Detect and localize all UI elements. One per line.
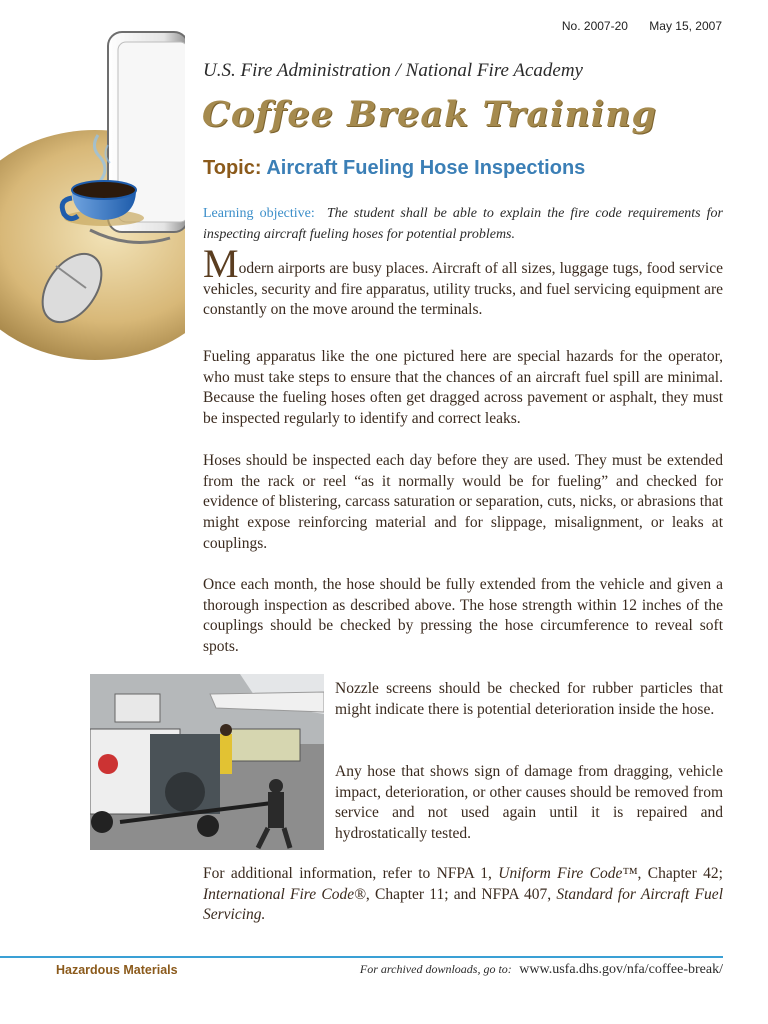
paragraph-4: Once each month, the hose should be fully extended from the vehicle and given a thorough inspection as described above. The hose strength within 12 inches of the couplings should be checked by pressing the hose circumference to reveal soft spots. [203, 576, 723, 656]
ref-text-e: , Chapter 11; and NFPA 407, [365, 885, 557, 903]
paragraph-1-text: odern airports are busy places. Aircraft of all sizes, luggage tugs, food service vehicles, security and fire apparatus, utility trucks, and fuel servicing equipment are constantly on the move around the terminals. [203, 260, 723, 319]
paragraph-5: Nozzle screens should be checked for rubber particles that might indicate there is potential deterioration inside the hose. [335, 680, 723, 718]
topic-heading [203, 157, 585, 180]
ref-text-c: , Chapter 42; [637, 865, 723, 882]
topic-value: Aircraft Fueling Hose Inspections [266, 157, 586, 179]
series-title: Coffee Break Training [202, 94, 658, 135]
fueling-truck-photo [90, 674, 324, 850]
footer-archive-prefix: For archived downloads, go to: [359, 962, 512, 976]
topic-label: Topic: [203, 157, 262, 179]
ref-text-a: For additional information, refer to NFPA 1, [203, 865, 499, 882]
references-paragraph [203, 864, 723, 926]
paragraph-1 [203, 241, 723, 321]
footer-category: Hazardous Materials [56, 963, 178, 977]
organization-name: U.S. Fire Administration / National Fire Academy [203, 60, 583, 81]
footer-divider [0, 956, 723, 958]
document-date: May 15, 2007 [649, 19, 722, 33]
objective-label: Learning objective: [203, 206, 315, 221]
objective-text: The student shall be able to explain the fire code requirements for inspecting aircraft fueling hoses for potential problems. [203, 206, 723, 242]
ref-uniform-fire-code: Uniform Fire Code™ [498, 865, 638, 882]
paragraph-2: Fueling apparatus like the one pictured here are special hazards for the operator, who must take steps to ensure that the chances of an aircraft fuel spill are minimal. Because the fueling hoses often get dragged across pavement or asphalt, they must be inspected regularly to identify and correct leaks. [203, 348, 723, 428]
learning-objective [203, 203, 723, 245]
archive-link[interactable]: www.usfa.dhs.gov/nfa/coffee-break/ [519, 962, 723, 977]
document-number: No. 2007-20 [561, 19, 628, 33]
ref-international-fire-code: International Fire Code® [203, 885, 366, 903]
footer-archive [360, 962, 723, 978]
paragraph-6: Any hose that shows sign of damage from dragging, vehicle impact, deterioration, or other causes should be removed from service and not used again until it is repaired and hydrostatically tested. [335, 763, 723, 843]
paragraph-3: Hoses should be inspected each day before they are used. They must be extended from the rack or reel “as it normally would be for fueling” and checked for evidence of blistering, carcass saturation or separation, cuts, nicks, or abrasions that might expose reinforcing material and for slippage, misalignment, or leaks at couplings. [203, 452, 723, 552]
drop-cap: M [203, 241, 239, 286]
coffee-break-artwork [0, 30, 185, 360]
document-meta [562, 19, 722, 33]
ref-nfpa-407-title: Standard for Aircraft Fuel Servicing. [203, 885, 723, 924]
